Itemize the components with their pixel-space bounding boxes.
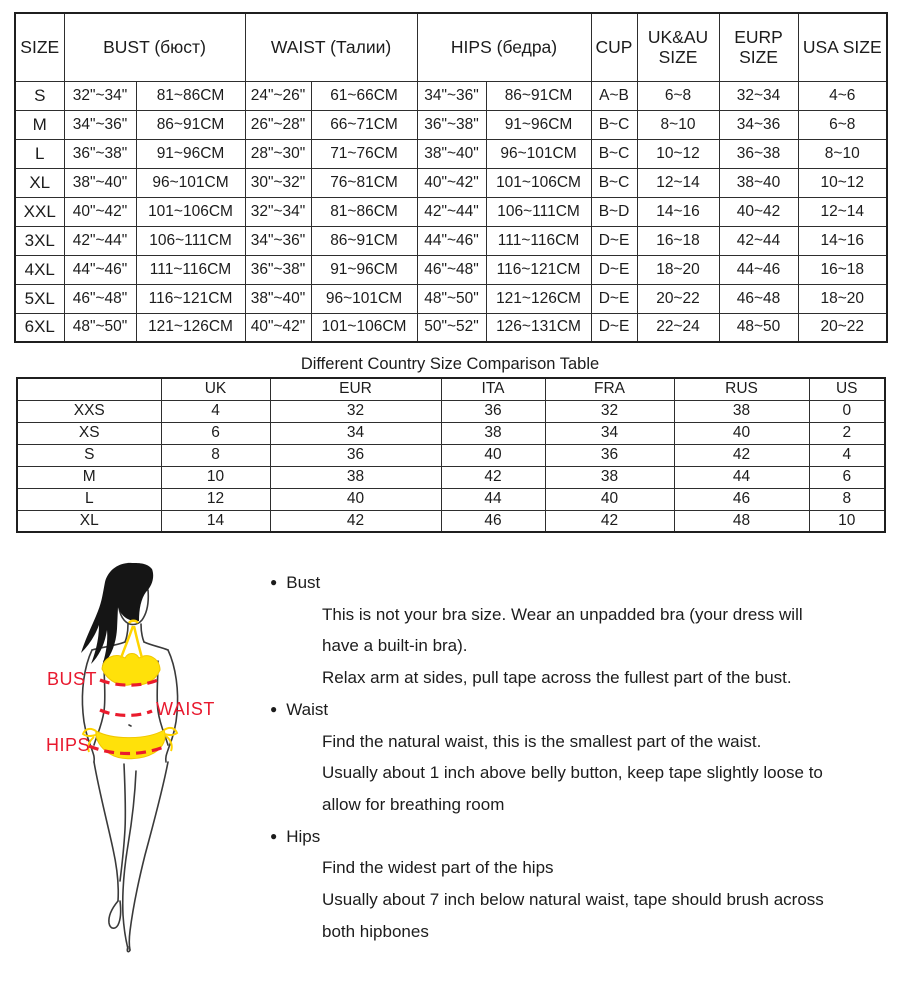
table-cell: 36~38 (719, 139, 798, 168)
size-guide-page (0, 12, 900, 964)
instruction-line: Usually about 1 inch above belly button, keep tape slightly loose to (322, 763, 823, 783)
header-cup: CUP (591, 13, 637, 81)
table-cell: 42"~44" (64, 226, 136, 255)
table-cell: 36"~38" (245, 255, 311, 284)
instruction-line: allow for breathing room (322, 794, 505, 814)
table-row (15, 313, 887, 342)
table-cell: M (17, 466, 161, 488)
table-cell: 34 (270, 422, 441, 444)
instruction-lines-bust (250, 599, 824, 694)
table-cell: 40 (545, 488, 674, 510)
table-cell: 86~91CM (136, 110, 245, 139)
table-cell: 46 (441, 510, 545, 532)
table-cell: 38 (441, 422, 545, 444)
header-bust: BUST (бюст) (64, 13, 245, 81)
table-row (15, 197, 887, 226)
comparison-header-row (17, 378, 885, 400)
header-usa-size: USA SIZE (798, 13, 887, 81)
table-cell: 0 (809, 400, 885, 422)
size-chart-body (15, 81, 887, 342)
table-cell: 40"~42" (417, 168, 486, 197)
table-cell: 121~126CM (136, 313, 245, 342)
table-cell: 61~66CM (311, 81, 417, 110)
table-cell: 20~22 (637, 284, 719, 313)
instruction-line: Usually about 7 inch below natural waist, tape should brush across (322, 890, 824, 910)
table-cell: 50"~52" (417, 313, 486, 342)
table-cell: 38 (270, 466, 441, 488)
table-cell: 32"~34" (245, 197, 311, 226)
table-cell: 6~8 (798, 110, 887, 139)
table-cell: 42"~44" (417, 197, 486, 226)
header-hips: HIPS (бедра) (417, 13, 591, 81)
instruction-line: Find the natural waist, this is the smallest part of the waist. (322, 731, 762, 751)
table-cell: 44"~46" (417, 226, 486, 255)
table-cell: 28"~30" (245, 139, 311, 168)
instruction-heading-label: Waist (286, 699, 329, 719)
table-row (15, 284, 887, 313)
table-cell: 42 (545, 510, 674, 532)
table-cell: 71~76CM (311, 139, 417, 168)
table-cell: 4 (161, 400, 270, 422)
table-cell: 96~101CM (311, 284, 417, 313)
table-row (17, 422, 885, 444)
table-row (17, 400, 885, 422)
table-cell: 6 (809, 466, 885, 488)
instruction-heading-label: Hips (286, 826, 321, 846)
instruction-line: both hipbones (322, 921, 429, 941)
table-cell: 36"~38" (64, 139, 136, 168)
table-cell: 34"~36" (64, 110, 136, 139)
table-cell: 36"~38" (417, 110, 486, 139)
instruction-heading-bust (250, 567, 824, 599)
table-cell: 32 (545, 400, 674, 422)
table-cell: 14~16 (637, 197, 719, 226)
table-cell: 44 (674, 466, 809, 488)
table-cell: 8 (161, 444, 270, 466)
size-chart-table (14, 12, 888, 343)
measurement-figure (0, 559, 250, 964)
table-row (15, 110, 887, 139)
table-cell: 40~42 (719, 197, 798, 226)
table-cell: 116~121CM (136, 284, 245, 313)
instruction-heading-label: Bust (286, 573, 321, 592)
table-cell: 38~40 (719, 168, 798, 197)
header-fra: FRA (545, 378, 674, 400)
comparison-table-body (17, 400, 885, 532)
table-cell: 46"~48" (417, 255, 486, 284)
table-cell: 32"~34" (64, 81, 136, 110)
table-cell: 76~81CM (311, 168, 417, 197)
table-cell: 3XL (15, 226, 64, 255)
table-cell: 40"~42" (245, 313, 311, 342)
table-row (17, 510, 885, 532)
figure-bust-label: BUST (47, 669, 98, 689)
table-cell: 40 (270, 488, 441, 510)
table-cell: 116~121CM (486, 255, 591, 284)
table-cell: 46~48 (719, 284, 798, 313)
table-cell: 20~22 (798, 313, 887, 342)
table-cell: 101~106CM (311, 313, 417, 342)
table-cell: 12~14 (798, 197, 887, 226)
table-cell: 16~18 (637, 226, 719, 255)
table-cell: 6~8 (637, 81, 719, 110)
table-cell: 121~126CM (486, 284, 591, 313)
table-cell: 6 (161, 422, 270, 444)
table-cell: 26"~28" (245, 110, 311, 139)
table-cell: S (17, 444, 161, 466)
header-us: US (809, 378, 885, 400)
table-cell: 12~14 (637, 168, 719, 197)
table-cell: 12 (161, 488, 270, 510)
table-cell: 24"~26" (245, 81, 311, 110)
table-cell: 106~111CM (136, 226, 245, 255)
table-cell: D~E (591, 284, 637, 313)
table-cell: 48"~50" (417, 284, 486, 313)
table-cell: 42 (270, 510, 441, 532)
table-cell: 2 (809, 422, 885, 444)
table-cell: 44"~46" (64, 255, 136, 284)
size-chart-header-row (15, 13, 887, 81)
table-cell: 96~101CM (136, 168, 245, 197)
table-cell: 22~24 (637, 313, 719, 342)
table-cell: 48 (674, 510, 809, 532)
table-cell: 8 (809, 488, 885, 510)
table-cell: 106~111CM (486, 197, 591, 226)
table-cell: XXS (17, 400, 161, 422)
table-cell: 48~50 (719, 313, 798, 342)
table-cell: L (17, 488, 161, 510)
bullet-icon: ● (270, 575, 278, 589)
table-cell: 32~34 (719, 81, 798, 110)
table-cell: 6XL (15, 313, 64, 342)
instruction-heading-waist (250, 694, 824, 726)
table-cell: B~C (591, 168, 637, 197)
table-cell: XS (17, 422, 161, 444)
bullet-icon: ● (270, 701, 278, 716)
table-cell: 111~116CM (486, 226, 591, 255)
table-row (17, 466, 885, 488)
table-cell: 10~12 (637, 139, 719, 168)
table-cell: A~B (591, 81, 637, 110)
table-cell: 40 (441, 444, 545, 466)
table-cell: 38"~40" (417, 139, 486, 168)
table-cell: 86~91CM (311, 226, 417, 255)
table-cell: 4~6 (798, 81, 887, 110)
table-cell: 81~86CM (311, 197, 417, 226)
instruction-line: This is not your bra size. Wear an unpadded bra (your dress will (322, 604, 803, 624)
header-rus: RUS (674, 378, 809, 400)
instruction-line: Find the widest part of the hips (322, 858, 554, 878)
instruction-heading-hips (250, 821, 824, 853)
table-cell: 86~91CM (486, 81, 591, 110)
table-row (15, 226, 887, 255)
table-cell: 46 (674, 488, 809, 510)
comparison-table (16, 377, 886, 533)
header-blank (17, 378, 161, 400)
header-eur: EUR (270, 378, 441, 400)
figure-waist-label: WAIST (156, 699, 215, 719)
table-cell: 16~18 (798, 255, 887, 284)
table-row (15, 255, 887, 284)
table-cell: 44~46 (719, 255, 798, 284)
table-cell: XL (15, 168, 64, 197)
table-cell: 42 (441, 466, 545, 488)
header-uk-au-size: UK&AU SIZE (637, 13, 719, 81)
header-size: SIZE (15, 13, 64, 81)
table-cell: 36 (545, 444, 674, 466)
header-eurp-size: EURP SIZE (719, 13, 798, 81)
instruction-line: Relax arm at sides, pull tape across the fullest part of the bust. (322, 668, 792, 688)
table-cell: D~E (591, 255, 637, 284)
header-ita: ITA (441, 378, 545, 400)
table-cell: D~E (591, 313, 637, 342)
table-cell: 40 (674, 422, 809, 444)
table-cell: 36 (270, 444, 441, 466)
table-cell: 34"~36" (245, 226, 311, 255)
table-cell: 5XL (15, 284, 64, 313)
table-cell: 38 (674, 400, 809, 422)
table-cell: 18~20 (798, 284, 887, 313)
table-cell: 30"~32" (245, 168, 311, 197)
table-cell: B~C (591, 139, 637, 168)
table-cell: 111~116CM (136, 255, 245, 284)
table-cell: 96~101CM (486, 139, 591, 168)
table-cell: 10 (161, 466, 270, 488)
table-cell: 66~71CM (311, 110, 417, 139)
table-cell: 38"~40" (64, 168, 136, 197)
header-waist: WAIST (Талии) (245, 13, 417, 81)
table-cell: 42~44 (719, 226, 798, 255)
comparison-table-title: Different Country Size Comparison Table (300, 355, 600, 373)
table-cell: 8~10 (798, 139, 887, 168)
table-cell: 101~106CM (486, 168, 591, 197)
table-cell: S (15, 81, 64, 110)
table-cell: 10~12 (798, 168, 887, 197)
table-cell: B~C (591, 110, 637, 139)
table-cell: 44 (441, 488, 545, 510)
table-cell: B~D (591, 197, 637, 226)
table-row (15, 81, 887, 110)
header-uk: UK (161, 378, 270, 400)
table-cell: 81~86CM (136, 81, 245, 110)
table-cell: 126~131CM (486, 313, 591, 342)
table-cell: 91~96CM (311, 255, 417, 284)
table-cell: 32 (270, 400, 441, 422)
table-cell: 38 (545, 466, 674, 488)
table-cell: 34"~36" (417, 81, 486, 110)
table-row (15, 168, 887, 197)
table-cell: 4 (809, 444, 885, 466)
table-cell: 91~96CM (486, 110, 591, 139)
table-cell: 4XL (15, 255, 64, 284)
table-cell: 36 (441, 400, 545, 422)
table-cell: XXL (15, 197, 64, 226)
table-cell: 14 (161, 510, 270, 532)
table-cell: 91~96CM (136, 139, 245, 168)
measurement-instructions (250, 559, 824, 964)
figure-hips-label: HIPS (46, 735, 91, 755)
table-cell: 48"~50" (64, 313, 136, 342)
table-cell: 42 (674, 444, 809, 466)
table-cell: M (15, 110, 64, 139)
body-sketch-illustration (25, 559, 240, 964)
table-cell: 34 (545, 422, 674, 444)
instruction-line: have a built-in bra). (322, 636, 468, 656)
table-cell: 10 (809, 510, 885, 532)
table-cell: XL (17, 510, 161, 532)
table-cell: D~E (591, 226, 637, 255)
bullet-icon: ● (270, 828, 278, 843)
table-cell: L (15, 139, 64, 168)
table-cell: 40"~42" (64, 197, 136, 226)
table-cell: 8~10 (637, 110, 719, 139)
waist-measure-line (100, 710, 152, 715)
measuring-guide-section (0, 559, 900, 964)
table-cell: 46"~48" (64, 284, 136, 313)
table-row (15, 139, 887, 168)
table-cell: 18~20 (637, 255, 719, 284)
instruction-lines-hips (250, 852, 824, 947)
table-cell: 34~36 (719, 110, 798, 139)
table-row (17, 444, 885, 466)
instruction-lines-waist (250, 726, 824, 821)
table-cell: 101~106CM (136, 197, 245, 226)
table-cell: 38"~40" (245, 284, 311, 313)
table-cell: 14~16 (798, 226, 887, 255)
table-row (17, 488, 885, 510)
